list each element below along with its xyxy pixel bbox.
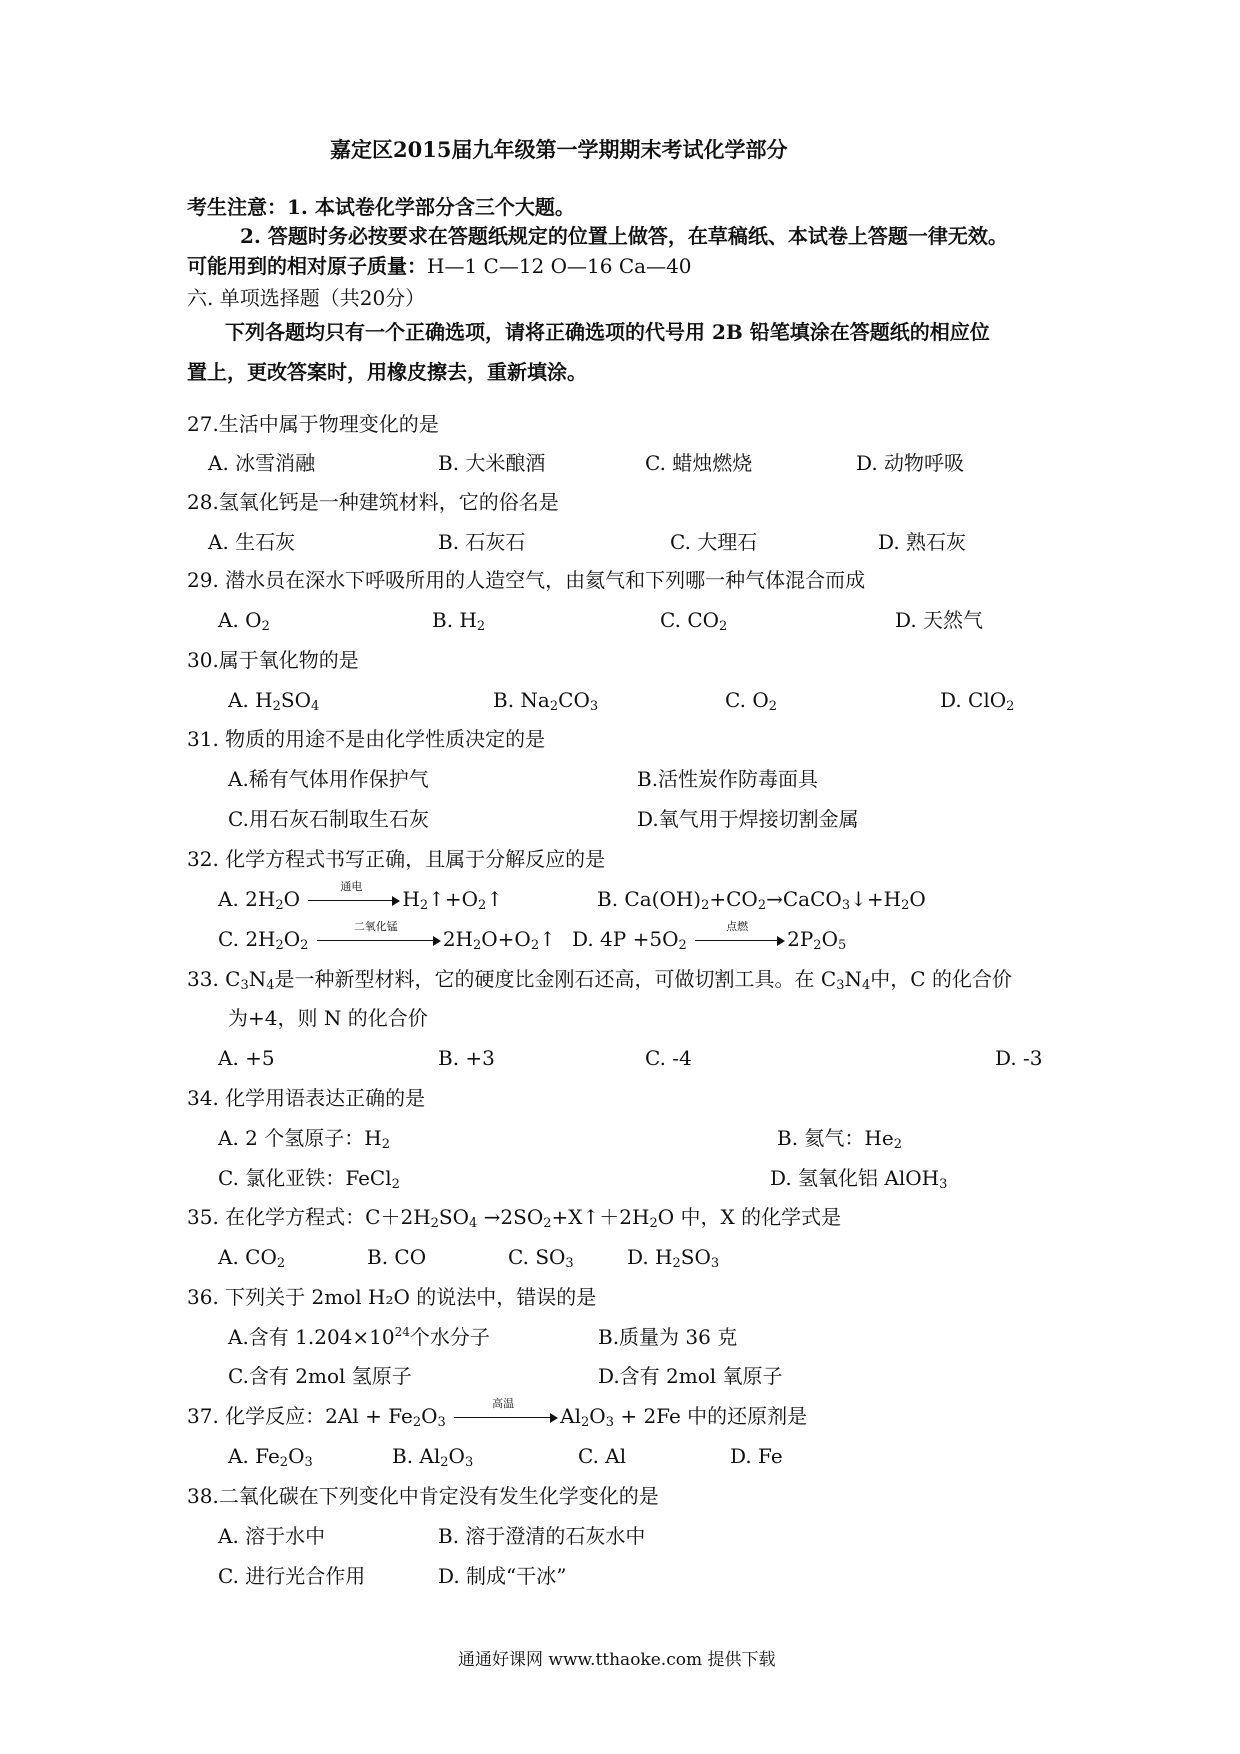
q35-option-a: A. $CO_2$ (218, 1245, 286, 1271)
q37-stem: 37. 化学反应：$2Al + Fe_2O_3$ 高温 $Al_2O_3 + 2Fe$ 中的还原剂是 (187, 1396, 808, 1430)
q32-option-c: C. $2H_2O_2$ 二氧化锰 $2H_2O+O_2↑$ (218, 919, 556, 953)
q38-stem: 38.二氧化碳在下列变化中肯定没有发生化学变化的是 (187, 1484, 659, 1508)
q35-option-b: B. CO (367, 1245, 427, 1269)
q35-stem: 35. 在化学方程式：$C+2H_2SO_4$ $\to 2SO_2+X↑+2H_2O$ 中，X 的化学式是 (187, 1205, 842, 1231)
q34-option-d: D. 氢氧化铝 AlOH$_3$ (770, 1166, 948, 1192)
q36-option-a: A.含有 $1.204\times 10^{24}$个水分子 (228, 1325, 490, 1349)
q29-option-a: A. $O_2$ (218, 608, 270, 634)
q36-option-b: B.质量为 36 克 (598, 1325, 738, 1349)
q37-option-b: B. $Al_2O_3$ (392, 1444, 474, 1470)
q38-option-c: C. 进行光合作用 (218, 1564, 366, 1588)
q37-option-d: D. Fe (730, 1444, 783, 1468)
q38-option-d: D. 制成“干冰” (438, 1564, 567, 1588)
q32-option-b: B. $Ca(OH)_2+CO_2\to CaCO_3↓+H_2O$ (597, 887, 926, 913)
q28-option-a: A. 生石灰 (208, 530, 296, 554)
q33-stem: 33. $C_3N_4$是一种新型材料，它的硬度比金刚石还高，可做切割工具。在 $C_3N_4$中，C 的化合价 (187, 967, 1012, 993)
q33-option-d: D. -3 (995, 1046, 1043, 1070)
q28-option-d: D. 熟石灰 (878, 530, 967, 554)
q31-stem: 31. 物质的用途不是由化学性质决定的是 (187, 727, 546, 751)
q32-option-a: A. $2H_2O$ 通电 $H_2↑+O_2↑$ (218, 879, 504, 913)
notice-line-2: 2. 答题时务必按要求在答题纸规定的位置上做答，在草稿纸、本试卷上答题一律无效。 (240, 224, 1008, 248)
atomic-mass-label: 可能用到的相对原子质量： (187, 254, 427, 278)
q29-option-c: C. $CO_2$ (660, 608, 728, 634)
q33-option-c: C. -4 (645, 1046, 692, 1070)
q27-option-d: D. 动物呼吸 (856, 451, 965, 475)
q30-option-b: B. $Na_2CO_3$ (493, 688, 599, 714)
q34-option-b: B. 氦气：$He_2$ (777, 1126, 902, 1152)
reaction-arrow: 通电 (308, 893, 400, 909)
q30-option-c: C. $O_2$ (725, 688, 777, 714)
q33-stem-line-2: 为+4，则 N 的化合价 (228, 1006, 428, 1030)
section-instruction-1: 下列各题均只有一个正确选项，请将正确选项的代号用 2B 铅笔填涂在答题纸的相应位 (225, 320, 990, 344)
q37-option-c: C. Al (578, 1444, 627, 1468)
q31-option-c: C.用石灰石制取生石灰 (228, 807, 429, 831)
q36-stem: 36. 下列关于 2mol H₂O 的说法中，错误的是 (187, 1285, 597, 1309)
section-heading: 六. 单项选择题（共20分） (187, 286, 426, 310)
reaction-arrow: 高温 (454, 1410, 558, 1426)
q33-option-b: B. +3 (438, 1046, 495, 1070)
page-title: 嘉定区2015届九年级第一学期期末考试化学部分 (330, 137, 788, 162)
q38-option-b: B. 溶于澄清的石灰水中 (438, 1524, 646, 1548)
q31-option-d: D.氧气用于焊接切割金属 (637, 807, 859, 831)
atomic-mass-values: H—1 C—12 O—16 Ca—40 (427, 254, 692, 278)
q34-option-a: A. 2 个氢原子：$H_2$ (218, 1126, 390, 1152)
q28-option-c: C. 大理石 (670, 530, 758, 554)
q36-option-c: C.含有 2mol 氢原子 (228, 1364, 412, 1388)
q34-option-c: C. 氯化亚铁：FeCl$_2$ (218, 1166, 400, 1192)
notice-line-1: 考生注意：1. 本试卷化学部分含三个大题。 (187, 195, 575, 219)
q31-option-b: B.活性炭作防毒面具 (637, 767, 819, 791)
q36-option-d: D.含有 2mol 氧原子 (598, 1364, 783, 1388)
q30-option-d: D. ClO$_2$ (940, 688, 1015, 714)
q35-option-d: D. $H_2SO_3$ (627, 1245, 720, 1271)
q32-stem: 32. 化学方程式书写正确，且属于分解反应的是 (187, 847, 606, 871)
q28-option-b: B. 石灰石 (438, 530, 526, 554)
q27-option-c: C. 蜡烛燃烧 (645, 451, 753, 475)
q31-option-a: A.稀有气体用作保护气 (228, 767, 429, 791)
q29-option-d: D. 天然气 (895, 608, 984, 632)
q32-option-d: D. $4P +5O_2$ 点燃 $2P_2O_5$ (572, 919, 847, 953)
q34-stem: 34. 化学用语表达正确的是 (187, 1086, 426, 1110)
q35-option-c: C. $SO_3$ (508, 1245, 574, 1271)
q30-stem: 30.属于氧化物的是 (187, 648, 359, 672)
atomic-mass-line (187, 252, 692, 280)
q27-stem: 27.生活中属于物理变化的是 (187, 412, 439, 436)
q30-option-a: A. $H_2SO_4$ (228, 688, 320, 714)
q38-option-a: A. 溶于水中 (218, 1524, 326, 1548)
q37-option-a: A. $Fe_2O_3$ (228, 1444, 313, 1470)
q29-option-b: B. $H_2$ (432, 608, 486, 634)
q33-option-a: A. +5 (218, 1046, 275, 1070)
q28-stem: 28.氢氧化钙是一种建筑材料，它的俗名是 (187, 490, 559, 514)
section-instruction-2: 置上，更改答案时，用橡皮擦去，重新填涂。 (187, 360, 587, 384)
reaction-arrow: 二氧化锰 (317, 933, 441, 949)
reaction-arrow: 点燃 (695, 933, 785, 949)
page-footer: 通通好课网 www.tthaoke.com 提供下载 (458, 1650, 776, 1670)
q27-option-a: A. 冰雪消融 (208, 451, 316, 475)
q29-stem: 29. 潜水员在深水下呼吸所用的人造空气，由氦气和下列哪一种气体混合而成 (187, 568, 866, 592)
q27-option-b: B. 大米酿酒 (438, 451, 546, 475)
